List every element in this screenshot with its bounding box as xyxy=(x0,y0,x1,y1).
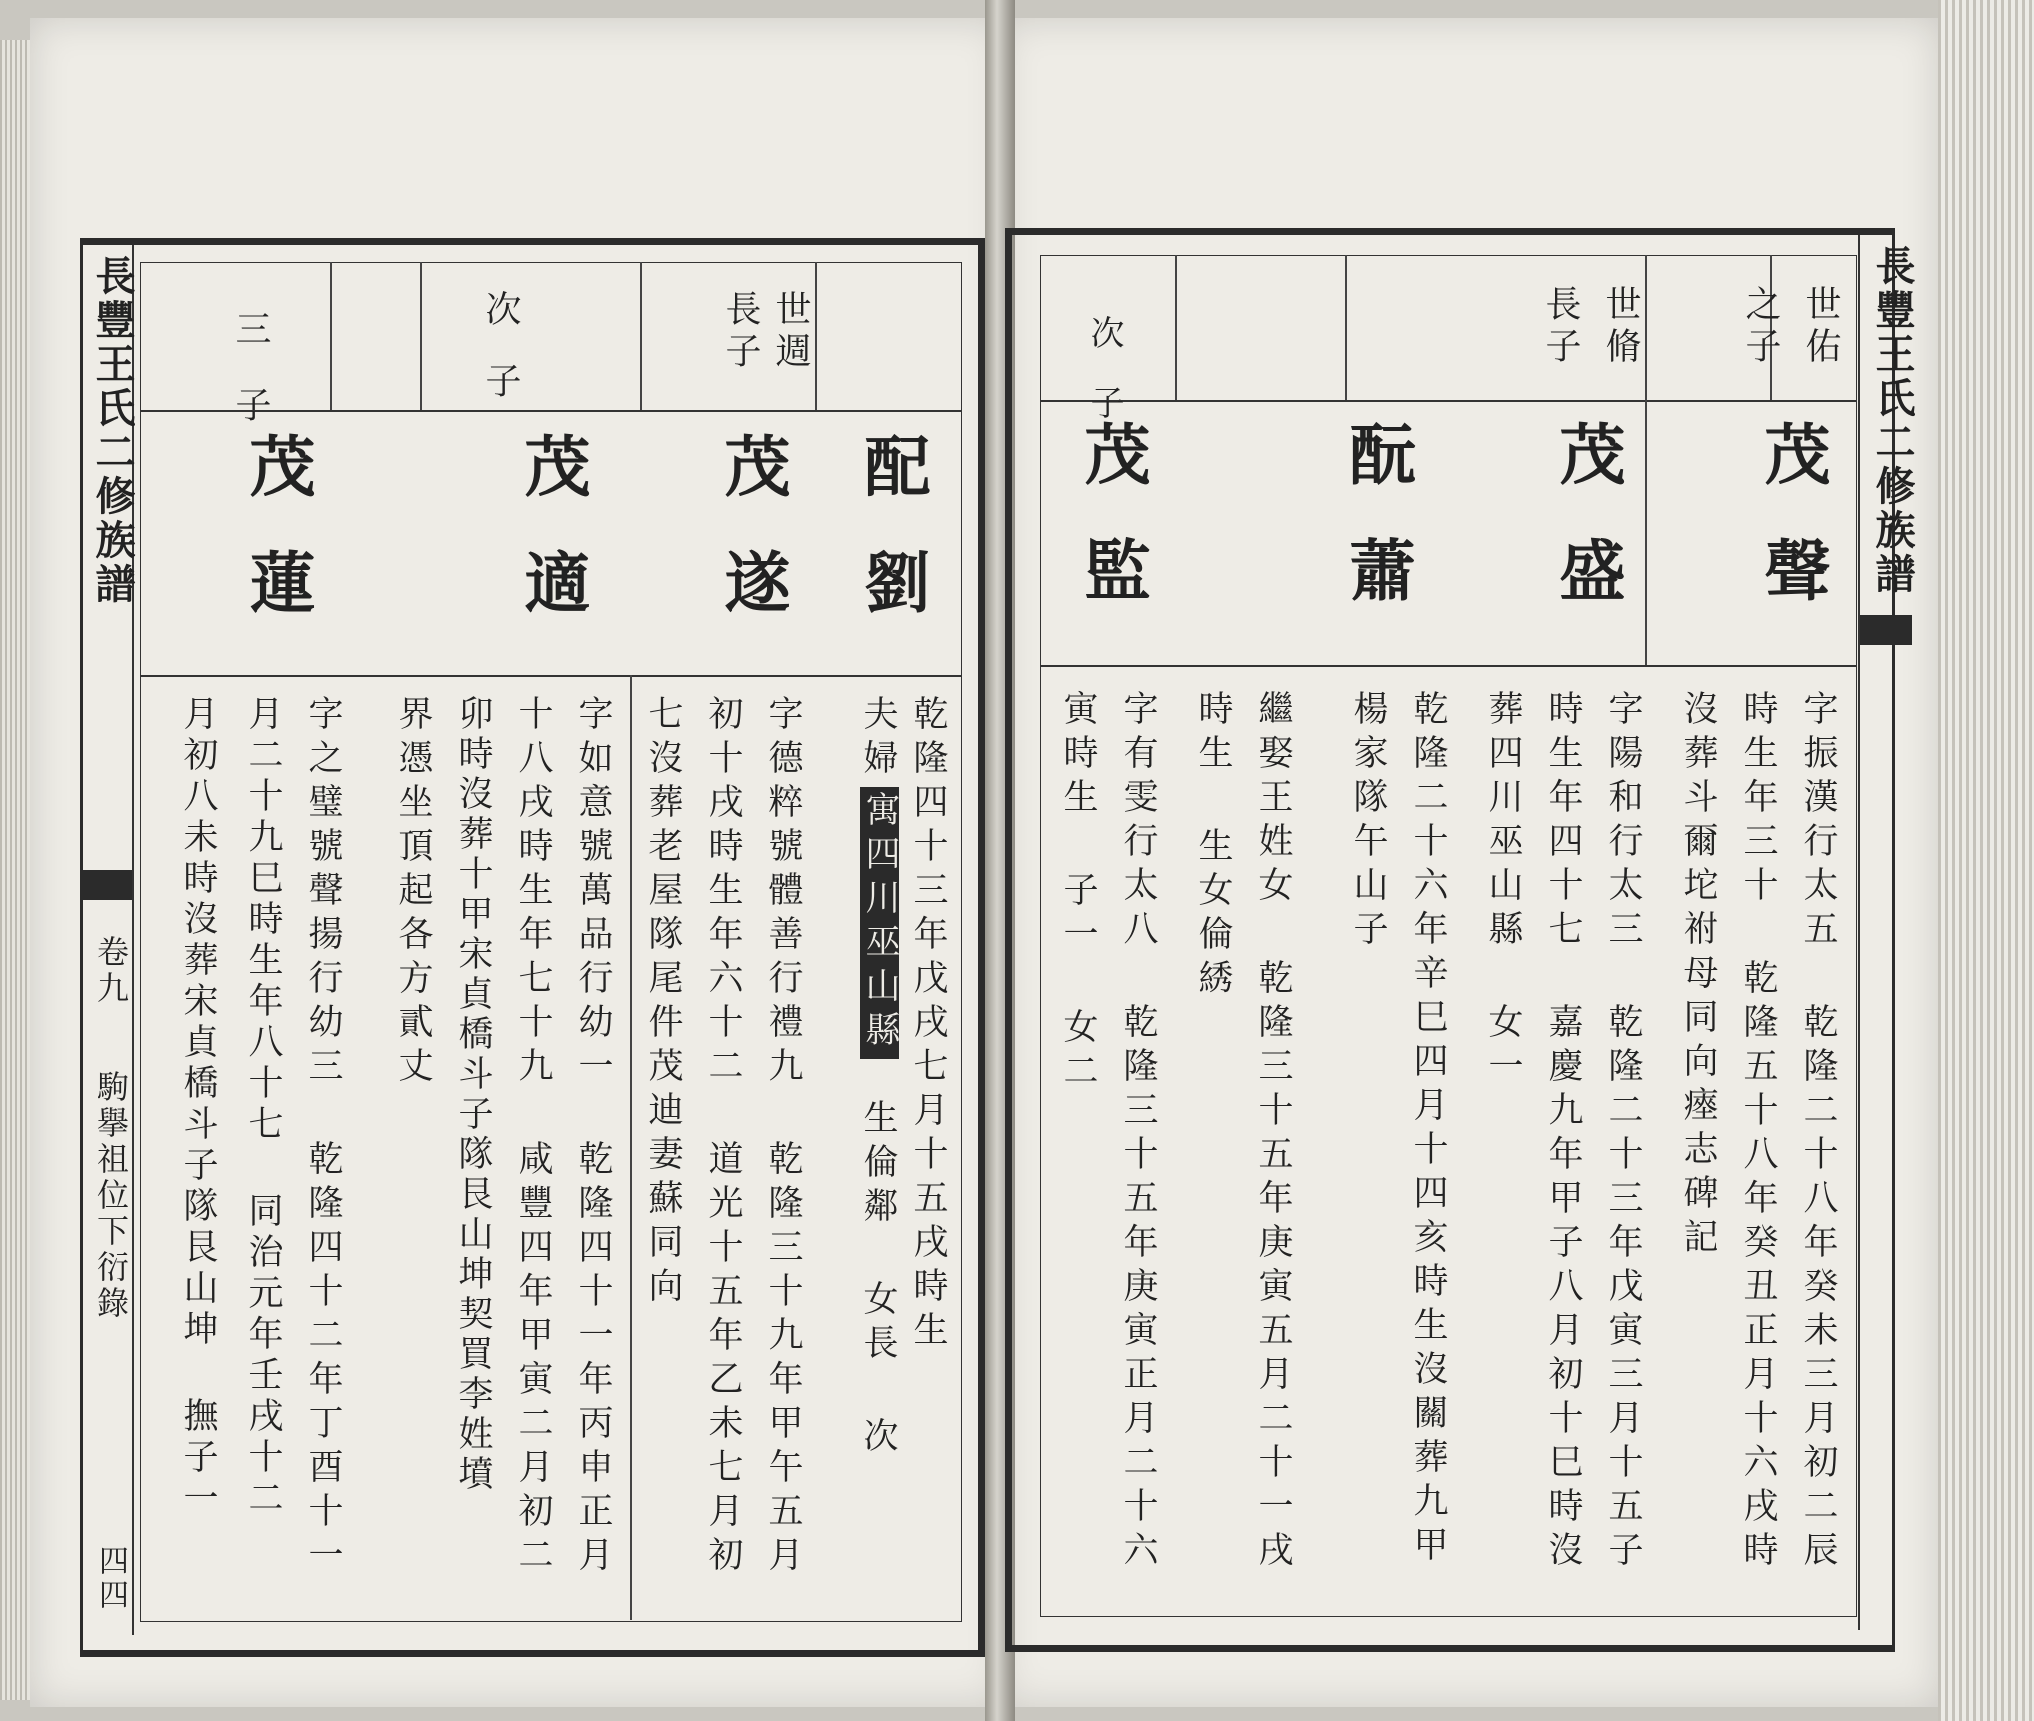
right-bio-col-3: 沒葬斗爾坨祔母同向瘞志碑記 xyxy=(1678,690,1718,1262)
left-header-second: 次子 xyxy=(480,290,521,434)
right-name-2: 茂盛 xyxy=(1548,420,1626,652)
left-margin-title: 長豐王氏二修族譜 xyxy=(89,255,136,607)
left-bio-col-2c: 生倫鄰 女長 次 xyxy=(858,1099,898,1461)
left-header-divider-3 xyxy=(420,262,422,410)
left-margin-page-number: 四四 xyxy=(93,1545,128,1613)
left-bio-col-12: 月初八未時沒葬宋貞橋斗子隊艮山坤 撫子一 xyxy=(178,695,218,1520)
left-bio-col-7: 十八戌時生年七十九 咸豐四年甲寅二月初二 xyxy=(513,695,553,1580)
left-header-divider-2 xyxy=(640,262,642,410)
left-bio-col-10: 字之璧號聲揚行幼三 乾隆四十二年丁酉十一 xyxy=(303,695,343,1580)
right-bio-col-1: 字振漢行太五 乾隆二十八年癸未三月初二辰 xyxy=(1798,690,1838,1575)
right-name-1: 茂聲 xyxy=(1753,420,1831,652)
left-margin-section: 駒擧祖位下衍錄 xyxy=(92,1070,130,1322)
right-bio-col-2: 時生年三十 乾隆五十八年癸丑正月十六戌時 xyxy=(1738,690,1778,1575)
left-bio-col-11: 月二十九巳時生年八十七 同治元年壬戌十二 xyxy=(243,695,283,1520)
left-margin-volume: 卷九 xyxy=(92,935,130,1007)
right-margin-column xyxy=(1858,235,1916,1630)
left-bio-divider xyxy=(630,675,632,1620)
right-bio-col-6: 葬四川巫山縣 女一 xyxy=(1483,690,1523,1091)
fishtail-mark xyxy=(80,870,132,900)
right-header-divider-4 xyxy=(1175,255,1177,400)
right-names-band xyxy=(1040,400,1857,667)
left-bio-col-2a: 夫婦 xyxy=(858,695,898,783)
left-bio-col-1: 乾隆四十三年戊戌七月十五戌時生 xyxy=(908,695,948,1355)
left-header-gen: 世週 xyxy=(770,290,811,374)
left-header-eldest: 長子 xyxy=(720,290,761,374)
right-bio-col-9: 繼娶王姓女 乾隆三十五年庚寅五月二十一戌 xyxy=(1253,690,1293,1575)
left-name-3: 茂蓮 xyxy=(238,432,316,664)
left-bio-col-2 xyxy=(860,695,904,1461)
left-bio-col-9: 界憑坐頂起各方貳丈 xyxy=(393,695,433,1091)
right-header-you: 世佑 xyxy=(1800,285,1841,369)
left-header-divider-4 xyxy=(330,262,332,410)
right-bio-col-10: 時生 生女倫綉 xyxy=(1193,690,1233,1003)
right-bio-col-12: 寅時生 子一 女二 xyxy=(1058,690,1098,1096)
left-header-third: 三子 xyxy=(230,310,271,462)
left-bio-residence-stamp: 寓四川巫山縣 xyxy=(860,787,899,1059)
left-spouse-name: 配劉 xyxy=(853,432,931,664)
right-header-divider-3 xyxy=(1345,255,1347,400)
book-fore-edge-right xyxy=(1938,0,2034,1721)
fishtail-mark-right xyxy=(1860,615,1912,645)
left-name-1: 茂遂 xyxy=(713,432,791,664)
right-bio-col-4: 字陽和行太三 乾隆二十三年戊寅三月十五子 xyxy=(1603,690,1643,1575)
left-bio-col-8: 卯時沒葬十甲宋貞橋斗子隊艮山坤契買李姓墳 xyxy=(453,695,493,1495)
left-bio-col-4: 初十戌時生年六十二 道光十五年乙未七月初 xyxy=(703,695,743,1580)
right-bio-col-5: 時生年四十七 嘉慶九年甲子八月初十巳時沒 xyxy=(1543,690,1583,1575)
right-bio-col-11: 字有雯行太八 乾隆三十五年庚寅正月二十六 xyxy=(1118,690,1158,1575)
right-name-3: 酛蕭 xyxy=(1338,420,1416,652)
right-header-son-of: 之子 xyxy=(1740,285,1781,369)
right-bio-col-7: 乾隆二十六年辛巳四月十四亥時生沒關葬九甲 xyxy=(1408,690,1448,1570)
left-bio-col-5: 七沒葬老屋隊尾件茂迪妻蘇同向 xyxy=(643,695,683,1311)
right-header-eldest: 長子 xyxy=(1540,285,1581,369)
left-name-2: 茂適 xyxy=(513,432,591,664)
right-bio-col-8: 楊家隊午山子 xyxy=(1348,690,1388,954)
right-margin-title: 長豐王氏二修族譜 xyxy=(1869,245,1916,597)
right-header-xiu: 世脩 xyxy=(1600,285,1641,369)
left-bio-col-3: 字德粹號體善行禮九 乾隆三十九年甲午五月 xyxy=(763,695,803,1580)
right-header-second: 次子 xyxy=(1084,315,1124,455)
left-bio-col-6: 字如意號萬品行幼一 乾隆四十一年丙申正月 xyxy=(573,695,613,1580)
left-margin-column xyxy=(80,245,134,1635)
right-bio-area xyxy=(1040,665,1857,1617)
right-names-divider xyxy=(1645,400,1647,665)
right-name-4: 茂監 xyxy=(1073,420,1151,652)
